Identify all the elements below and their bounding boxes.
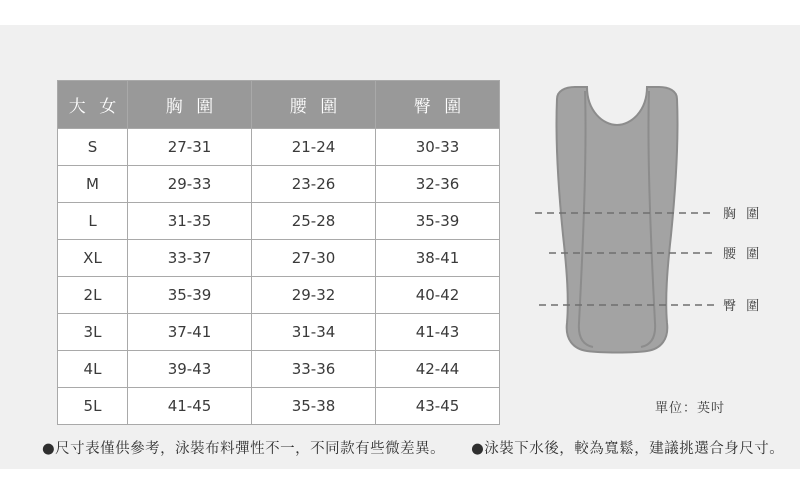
table-body — [58, 129, 500, 425]
waist-label: 腰 圍 — [723, 247, 763, 262]
cell-hip: 38-41 — [376, 240, 500, 277]
cell-bust: 29-33 — [128, 166, 252, 203]
column-header-waist: 腰 圍 — [252, 81, 376, 129]
cell-waist: 31-34 — [252, 314, 376, 351]
cell-hip: 35-39 — [376, 203, 500, 240]
cell-size: 2L — [58, 277, 128, 314]
cell-bust: 35-39 — [128, 277, 252, 314]
cell-waist: 29-32 — [252, 277, 376, 314]
column-header-hip: 臀 圍 — [376, 81, 500, 129]
table-header-row — [58, 81, 500, 129]
cell-hip: 41-43 — [376, 314, 500, 351]
column-header-size: 大 女 — [58, 81, 128, 129]
unit-note: 單位：英吋 — [655, 401, 726, 416]
cell-waist: 27-30 — [252, 240, 376, 277]
table-row — [58, 351, 500, 388]
cell-size: XL — [58, 240, 128, 277]
suit-body — [556, 87, 677, 353]
cell-size: 4L — [58, 351, 128, 388]
table-row — [58, 166, 500, 203]
table-row — [58, 314, 500, 351]
cell-size: L — [58, 203, 128, 240]
cell-waist: 21-24 — [252, 129, 376, 166]
cell-bust: 39-43 — [128, 351, 252, 388]
table-row — [58, 277, 500, 314]
hip-label: 臀 圍 — [723, 299, 763, 314]
cell-bust: 37-41 — [128, 314, 252, 351]
table-row — [58, 388, 500, 425]
footnote-2: ●泳裝下水後，較為寬鬆，建議挑選合身尺寸。 — [471, 441, 785, 457]
cell-size: 3L — [58, 314, 128, 351]
content-panel — [0, 25, 800, 469]
cell-bust: 33-37 — [128, 240, 252, 277]
column-header-bust: 胸 圍 — [128, 81, 252, 129]
cell-waist: 33-36 — [252, 351, 376, 388]
cell-bust: 31-35 — [128, 203, 252, 240]
table-row — [58, 240, 500, 277]
cell-size: M — [58, 166, 128, 203]
cell-size: 5L — [58, 388, 128, 425]
cell-bust: 41-45 — [128, 388, 252, 425]
cell-size: S — [58, 129, 128, 166]
cell-bust: 27-31 — [128, 129, 252, 166]
size-chart-table — [57, 80, 500, 425]
cell-hip: 32-36 — [376, 166, 500, 203]
table-row — [58, 129, 500, 166]
swimsuit-diagram — [525, 85, 775, 405]
footnote-1: ●尺寸表僅供參考，泳裝布料彈性不一，不同款有些微差異。 — [42, 441, 446, 457]
table-header — [58, 81, 500, 129]
bust-label: 胸 圍 — [723, 207, 763, 222]
cell-hip: 43-45 — [376, 388, 500, 425]
table-row — [58, 203, 500, 240]
cell-waist: 25-28 — [252, 203, 376, 240]
cell-hip: 40-42 — [376, 277, 500, 314]
cell-hip: 30-33 — [376, 129, 500, 166]
cell-waist: 35-38 — [252, 388, 376, 425]
cell-hip: 42-44 — [376, 351, 500, 388]
cell-waist: 23-26 — [252, 166, 376, 203]
footnotes — [42, 437, 785, 458]
